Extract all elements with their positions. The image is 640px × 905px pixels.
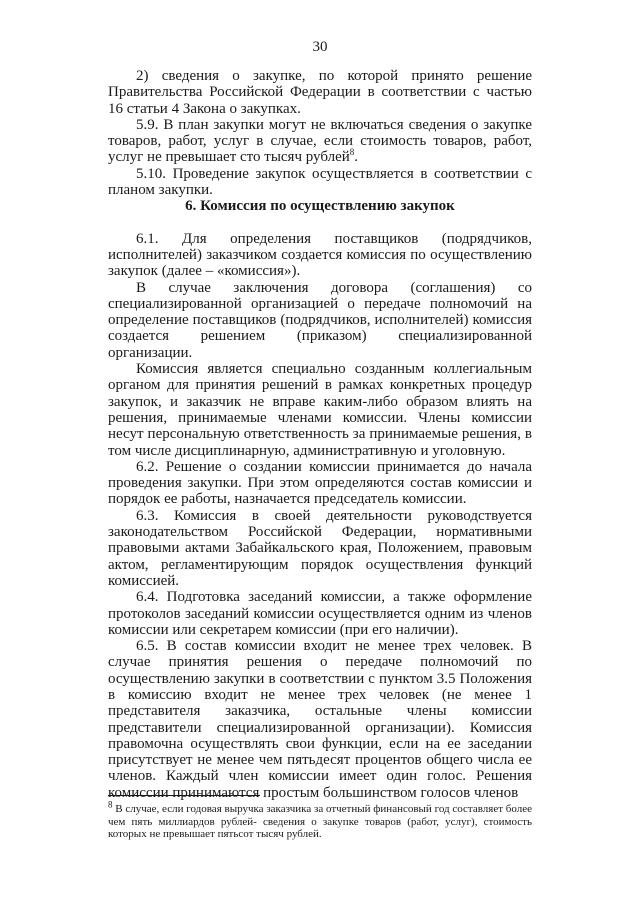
footnote-marker: 8	[108, 799, 113, 810]
paragraph-5-9	[108, 117, 532, 166]
paragraph-text: 5.10. Проведение закупок осуществляется в соответствии с планом закупки.	[108, 165, 532, 199]
paragraph-6-4: 6.4. Подготовка заседаний комиссии, а также оформление протоколов заседаний комиссии осуществляется одним из членов комиссии или секретарем комиссии (при его наличии).	[108, 589, 532, 638]
footnote-text: В случае, если годовая выручка заказчика за отчетный финансовый год составляет более чем пять миллиардов рублей- сведения о закупке товаров (работ, услуг), стоимость которых не превышает пятьсот тысяч рублей.	[108, 803, 532, 840]
paragraph-item-2	[108, 68, 532, 117]
paragraph-suffix: .	[354, 149, 359, 166]
footnote-divider	[108, 795, 260, 796]
footnote-text-block	[108, 799, 532, 841]
paragraph-text: 5.9. В план закупки могут не включаться сведения о закупке товаров, работ, услуг в случае, если стоимость товаров, работ, услуг не превышает сто тысяч рублей	[108, 116, 532, 166]
paragraph-text: 2) сведения о закупке, по которой принято решение Правительства Российской Федерации в соответствии с частью 16 статьи 4 Закона о закупках.	[108, 68, 532, 117]
footnote	[108, 799, 532, 841]
document-body	[108, 68, 532, 801]
paragraph-6-1: 6.1. Для определения поставщиков (подрядчиков, исполнителей) заказчиком создается комиссия по осуществлению закупок (далее – «комиссия»).	[108, 230, 532, 280]
paragraph-5-10	[108, 166, 532, 199]
paragraph-specialized-org: В случае заключения договора (соглашения) со специализированной организацией о передаче полномочий на определение поставщиков (подрядчиков, исполнителей) комиссия создается решением (приказом) специализированной организации.	[108, 279, 532, 361]
paragraph-6-2: 6.2. Решение о создании комиссии принимается до начала проведения закупки. При этом определяются состав комиссии и порядок ее работы, назначается председатель комиссии.	[108, 458, 532, 508]
section-heading: 6. Комиссия по осуществлению закупок	[185, 198, 455, 215]
paragraph-6-3: 6.3. Комиссия в своей деятельности руководствуется законодательством Российской Федерации, нормативными правовыми актами Забайкальского края, Положением, правовым актом, регламентирующим порядок осуществления функций комиссией.	[108, 507, 532, 589]
paragraph-6-5: 6.5. В состав комиссии входит не менее трех человек. В случае принятия решения о передаче полномочий по осуществлению закупки в соответствии с пунктом 3.5 Положения в комиссию входит не менее трех человек (не менее 1 представителя заказчика, остальные члены комиссии представители специализированной организации). Комиссия правомочна осуществлять свои функции, если на ее заседании присутствует не менее чем пятьдесят процентов общего числа ее членов. Каждый член комиссии имеет один голос. Решения комиссии принимаются простым большинством голосов членов	[108, 638, 532, 801]
footnote-reference[interactable]: 8	[349, 147, 355, 158]
paragraph-commission-role: Комиссия является специально созданным коллегиальным органом для принятия решений в рамках конкретных процедур закупок, и заказчик не вправе каким-либо образом влиять на решения, принимаемые членами комиссии. Члены комиссии несут персональную ответственность за принимаемые решения, в том числе дисциплинарную, административную и уголовную.	[108, 361, 532, 459]
page-number: 30	[312, 39, 328, 55]
